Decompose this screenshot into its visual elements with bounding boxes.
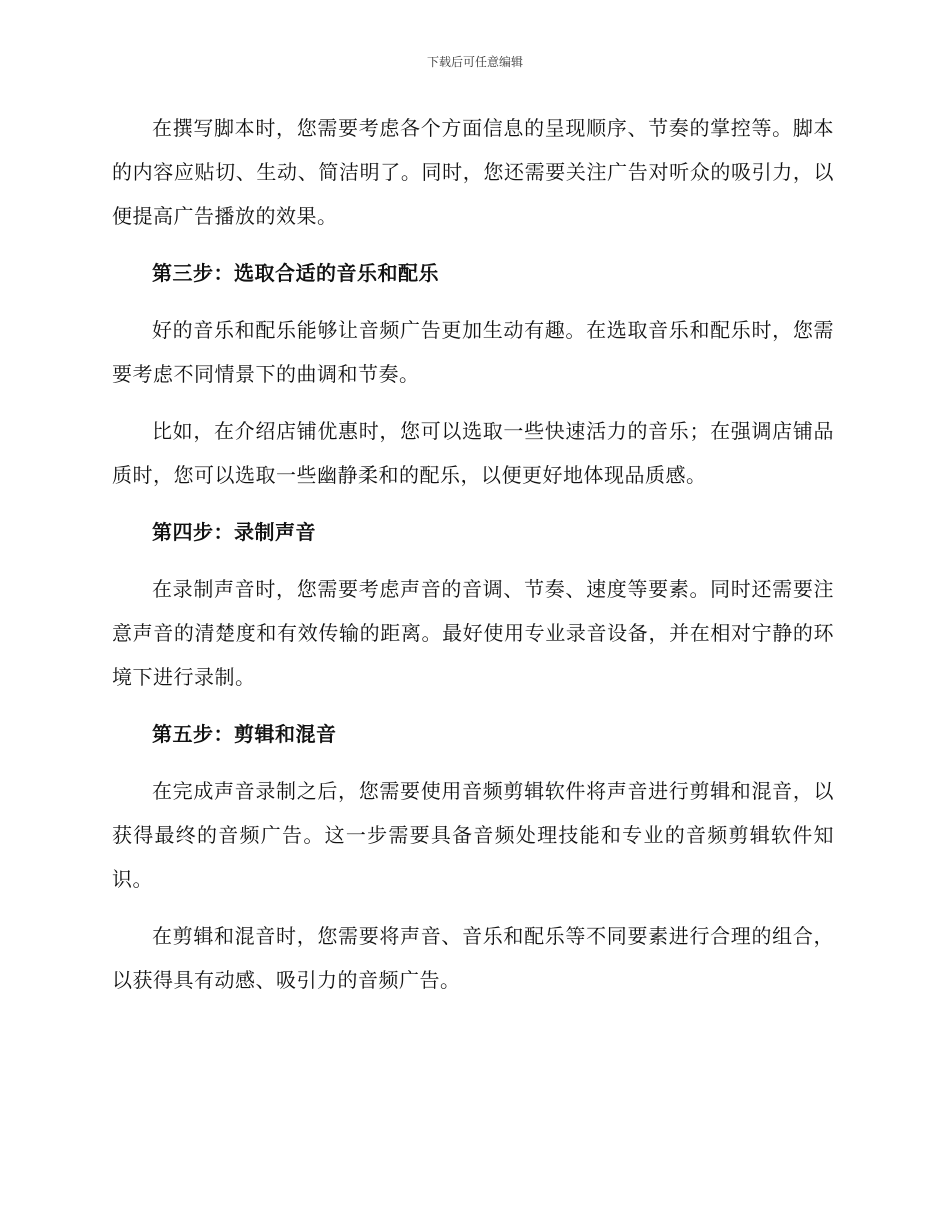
section-heading-step-5: 第五步：剪辑和混音 (152, 722, 337, 746)
paragraph-music-examples: 比如，在介绍店铺优惠时，您可以选取一些快速活力的音乐；在强调店铺品质时，您可以选取一些幽静柔和的配乐，以便更好地体现品质感。 (112, 419, 834, 487)
paragraph-editing-mixing: 在完成声音录制之后，您需要使用音频剪辑软件将声音进行剪辑和混音，以获得最终的音频广告。这一步需要具备音频处理技能和专业的音频剪辑软件知识。 (112, 779, 834, 891)
section-heading-step-3: 第三步：选取合适的音乐和配乐 (152, 261, 439, 285)
paragraph-mixing-combination: 在剪辑和混音时，您需要将声音、音乐和配乐等不同要素进行合理的组合，以获得具有动感、吸引力的音频广告。 (112, 924, 834, 992)
page-header: 下载后可任意编辑 (426, 55, 523, 69)
paragraph-recording: 在录制声音时，您需要考虑声音的音调、节奏、速度等要素。同时还需要注意声音的清楚度和有效传输的距离。最好使用专业录音设备，并在相对宁静的环境下进行录制。 (112, 577, 834, 689)
paragraph-script-writing: 在撰写脚本时，您需要考虑各个方面信息的呈现顺序、节奏的掌控等。脚本的内容应贴切、生动、简洁明了。同时，您还需要关注广告对听众的吸引力，以便提高广告播放的效果。 (112, 116, 834, 228)
section-heading-step-4: 第四步：录制声音 (152, 520, 316, 544)
document-body (112, 106, 834, 1015)
paragraph-music-selection: 好的音乐和配乐能够让音频广告更加生动有趣。在选取音乐和配乐时，您需要考虑不同情景下的曲调和节奏。 (112, 318, 834, 386)
